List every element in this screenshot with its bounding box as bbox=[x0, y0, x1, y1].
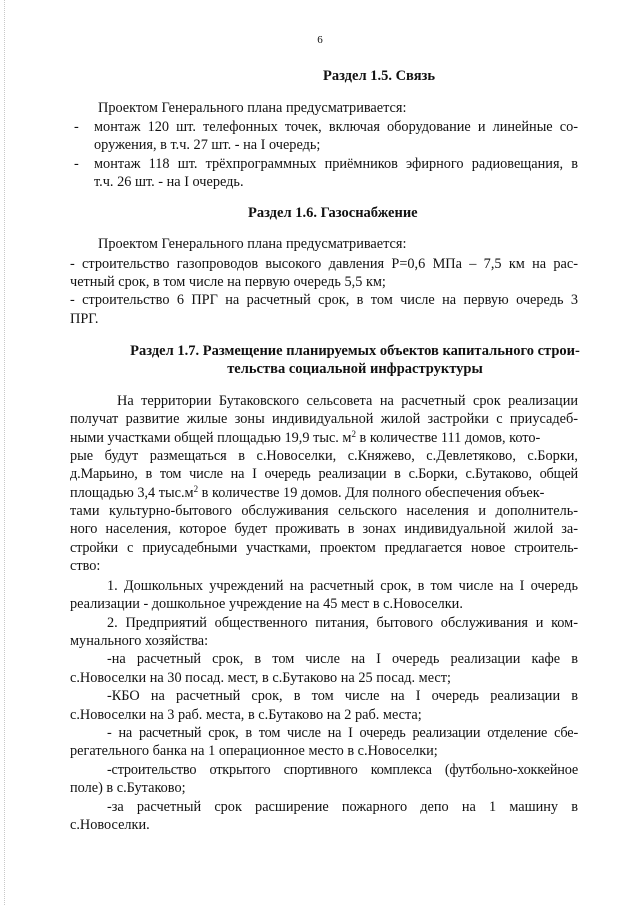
list-item: с.Новоселки на 3 раб. места, в с.Бутаково на 2 раб. места; bbox=[70, 707, 422, 723]
text-line: - строительство 6 ПРГ на расчетный срок, в том числе на первую очередь 3 bbox=[70, 292, 578, 308]
list-item: -КБО на расчетный срок, в том числе на I очередь реализации в bbox=[107, 688, 578, 704]
text-line bbox=[70, 484, 578, 502]
text-line: четный срок, в том числе на первую очередь 5,5 км; bbox=[70, 274, 386, 290]
list-item: 2. Предприятий общественного питания, бытового обслуживания и ком- bbox=[107, 615, 578, 631]
text-line: - строительство газопроводов высокого давления Р=0,6 МПа – 7,5 км на рас- bbox=[70, 256, 578, 272]
text-line: ство: bbox=[70, 558, 101, 574]
list-item: реализации - дошкольное учреждение на 45 мест в с.Новоселки. bbox=[70, 596, 463, 612]
list-item: с.Новоселки. bbox=[70, 817, 150, 833]
list-item: 1. Дошкольных учреждений на расчетный срок, в том числе на I очередь bbox=[107, 578, 578, 594]
list-item: оружения, в т.ч. 27 шт. - на I очередь; bbox=[94, 137, 321, 153]
page-number: 6 bbox=[317, 34, 323, 46]
superscript: 2 bbox=[351, 429, 356, 439]
scan-edge-line bbox=[4, 0, 6, 905]
list-item: -за расчетный срок расширение пожарного депо на 1 машину в bbox=[107, 799, 578, 815]
text-line: д.Марьино, в том числе на I очередь реализации в с.Борки, с.Бутаково, общей bbox=[70, 466, 578, 482]
text-line: ПРГ. bbox=[70, 311, 99, 327]
section-1-6-intro: Проектом Генерального плана предусматривается: bbox=[98, 236, 407, 252]
section-1-5-title: Раздел 1.5. Связь bbox=[323, 68, 436, 84]
text-fragment: в количестве 111 домов, кото- bbox=[355, 430, 541, 446]
list-item: т.ч. 26 шт. - на I очередь. bbox=[94, 174, 244, 190]
section-1-7-title-cont: тельства социальной инфраструктуры bbox=[227, 361, 483, 377]
section-1-6-title: Раздел 1.6. Газоснабжение bbox=[248, 205, 418, 221]
superscript: 2 bbox=[193, 484, 199, 494]
text-line: На территории Бутаковского сельсовета на расчетный срок реализации bbox=[117, 393, 578, 409]
text-line: получат развитие жилые зоны индивидуальной жилой застройки с приусадеб- bbox=[70, 411, 578, 427]
section-1-7-title: Раздел 1.7. Размещение планируемых объектов капитального строи- bbox=[130, 343, 580, 359]
text-line: ного населения, которое будет проживать в зонах индивидуальной жилой за- bbox=[70, 521, 578, 537]
text-line: стройки с приусадебными участками, проектом предлагается новое строитель- bbox=[70, 540, 578, 556]
list-bullet: - bbox=[74, 156, 79, 172]
section-1-5-intro: Проектом Генерального плана предусматривается: bbox=[98, 100, 407, 116]
list-bullet: - bbox=[74, 119, 79, 135]
list-item: монтаж 120 шт. телефонных точек, включая оборудование и линейные со- bbox=[94, 119, 578, 135]
text-fragment: площадью 3,4 тыс.м bbox=[70, 485, 194, 501]
list-item: монтаж 118 шт. трёхпрограммных приёмников эфирного радиовещания, в bbox=[94, 156, 578, 172]
text-line: рые будут размещаться в с.Новоселки, с.Княжево, с.Девлетяково, с.Борки, bbox=[70, 448, 578, 464]
list-item: -на расчетный срок, в том числе на I очередь реализации кафе в bbox=[107, 651, 578, 667]
list-item: поле) в с.Бутаково; bbox=[70, 780, 186, 796]
text-line bbox=[70, 429, 578, 447]
list-item: мунального хозяйства: bbox=[70, 633, 209, 649]
list-item: регательного банка на 1 операционное место в с.Новоселки; bbox=[70, 743, 438, 759]
list-item: -строительство открытого спортивного комплекса (футбольно-хоккейное bbox=[107, 762, 578, 778]
list-item: с.Новоселки на 30 посад. мест, в с.Бутаково на 25 посад. мест; bbox=[70, 670, 451, 686]
text-fragment: ными участками общей площадью 19,9 тыс. м bbox=[70, 430, 352, 446]
list-item: - на расчетный срок, в том числе на I очередь реализации отделение сбе- bbox=[107, 725, 578, 741]
text-line: тами культурно-бытового обслуживания сельского населения и дополнитель- bbox=[70, 503, 578, 519]
text-fragment: в количестве 19 домов. Для полного обеспечения объек- bbox=[198, 485, 545, 501]
